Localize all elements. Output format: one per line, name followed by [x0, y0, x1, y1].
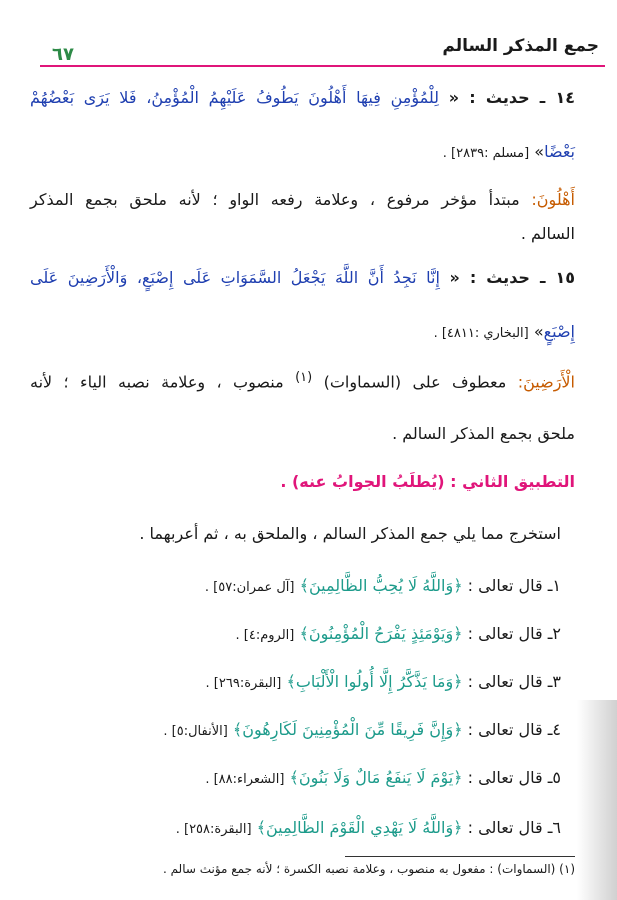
- note-14-text-2: السالم .: [520, 224, 575, 243]
- item-verse: ﴿وَإِنَّ فَرِيقًا مِّنَ الْمُؤْمِنِينَ لَكَارِهُونَ﴾: [232, 720, 463, 739]
- hadith-14-text-2: بَعْضًا: [544, 142, 575, 161]
- page-number: ٦٧: [52, 44, 74, 65]
- item-ref: [آل عمران:٥٧] .: [204, 580, 295, 595]
- exercise-item: [30, 720, 561, 739]
- item-ref: [الشعراء:٨٨] .: [205, 772, 285, 787]
- note-14-text-1: مبتدأ مؤخر مرفوع ، وعلامة رفعه الواو ؛ لأنه ملحق بجمع المذكر: [30, 190, 520, 209]
- exercise-instruction: استخرج مما يلي جمع المذكر السالم ، والملحق به ، ثم أعربهما .: [139, 524, 561, 543]
- item-ref: [الأنفال:٥] .: [163, 724, 228, 739]
- note-14-line1: [30, 190, 575, 209]
- hadith-14-text-1: لِلْمُؤْمِنِ فِيهَا أَهْلُونَ يَطُوفُ عَلَيْهِمُ الْمُؤْمِنُ، فَلا يَرَى بَعْضُهُمْ: [30, 88, 440, 107]
- item-prefix: ٦ـ قال تعالى :: [467, 818, 561, 837]
- item-prefix: ٤ـ قال تعالى :: [467, 720, 561, 739]
- note-15-text-1a: معطوف على (السماوات): [323, 372, 507, 392]
- footnote-rule: [345, 856, 575, 857]
- exercise-item: [30, 576, 561, 595]
- hadith-14-label: ١٤ ـ حديث : «: [448, 88, 575, 107]
- exercise-item: [30, 768, 561, 787]
- hadith-15-text-2: إِصْبَعٍ: [543, 322, 575, 341]
- hadith-15-close: »: [533, 322, 544, 341]
- hadith-14-line2: [30, 142, 575, 161]
- item-ref: [البقرة:٢٥٨] .: [175, 822, 252, 837]
- item-verse: ﴿يَوْمَ لَا يَنفَعُ مَالٌ وَلَا بَنُونَ﴾: [289, 768, 463, 787]
- footnote-marker: (١): [295, 370, 313, 385]
- hadith-14-line1: [30, 88, 575, 107]
- exercise-item: [30, 624, 561, 643]
- footnote: (١) (السماوات) : مفعول به منصوب ، وعلامة نصبه الكسرة ؛ لأنه جمع مؤنث سالم .: [162, 862, 575, 876]
- item-verse: ﴿وَاللَّهُ لَا يَهْدِي الْقَوْمَ الظَّالِمِينَ﴾: [256, 818, 463, 837]
- item-prefix: ٢ـ قال تعالى :: [467, 624, 561, 643]
- header-rule: [40, 65, 605, 67]
- hadith-15-text-1: إِنَّا نَجِدُ أَنَّ اللَّهَ يَجْعَلُ السَّمَوَاتِ عَلَى إِصْبَعٍ، وَالْأَرَضِينَ عَلَى: [30, 268, 440, 287]
- item-prefix: ١ـ قال تعالى :: [467, 576, 561, 595]
- page-spine-shadow: [577, 700, 617, 900]
- hadith-15-label: ١٥ ـ حديث : «: [449, 268, 576, 287]
- note-15-text-1b: منصوب ، وعلامة نصبه الياء ؛ لأنه: [30, 372, 284, 392]
- note-15-text-2: ملحق بجمع المذكر السالم .: [392, 424, 575, 443]
- item-ref: [الروم:٤] .: [235, 628, 295, 643]
- hadith-15-line1: [30, 268, 575, 287]
- exercise-item: [30, 672, 561, 691]
- hadith-15-line2: [30, 322, 575, 341]
- item-ref: [البقرة:٢٦٩] .: [205, 676, 282, 691]
- item-verse: ﴿وَيَوْمَئِذٍ يَفْرَحُ الْمُؤْمِنُونَ﴾: [299, 624, 463, 643]
- note-14-line2: [30, 224, 575, 243]
- exercise-heading: التطبيق الثاني : (يُطلَبُ الجوابُ عنه) .: [280, 472, 575, 491]
- note-15-line2: [30, 424, 575, 443]
- note-14-word: أَهْلُونَ:: [531, 190, 575, 209]
- item-prefix: ٣ـ قال تعالى :: [467, 672, 561, 691]
- page-header: [40, 32, 605, 68]
- item-verse: ﴿وَاللَّهُ لَا يُحِبُّ الظَّالِمِينَ﴾: [299, 576, 463, 595]
- exercise-item: [30, 818, 561, 837]
- item-prefix: ٥ـ قال تعالى :: [467, 768, 561, 787]
- chapter-title: جمع المذكر السالم: [442, 36, 599, 56]
- hadith-14-close: »: [534, 142, 545, 161]
- note-15-word: الْأَرَضِينَ:: [517, 372, 575, 392]
- hadith-14-ref: [مسلم :٢٨٣٩] .: [442, 146, 530, 161]
- hadith-15-ref: [البخاري :٤٨١١] .: [433, 326, 529, 341]
- item-verse: ﴿وَمَا يَذَّكَّرُ إِلَّا أُولُوا الْأَلْبَابِ﴾: [286, 672, 463, 691]
- note-15-line1: [30, 370, 575, 391]
